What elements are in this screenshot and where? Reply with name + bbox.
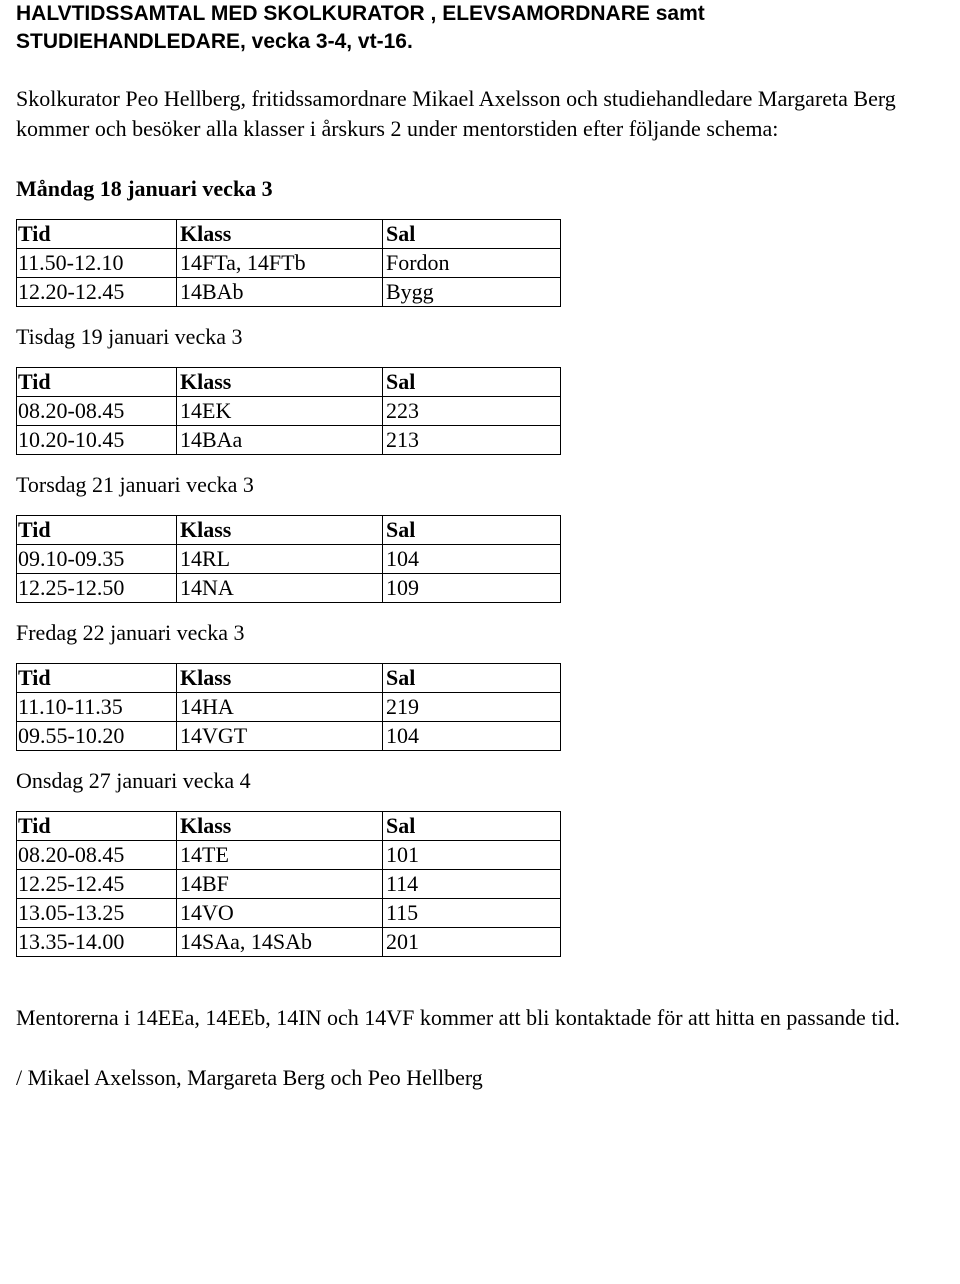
header-klass: Klass <box>177 368 383 397</box>
header-tid: Tid <box>17 368 177 397</box>
table-row <box>17 397 561 426</box>
schedule-table <box>16 663 561 751</box>
cell-tid: 13.35-14.00 <box>17 928 177 957</box>
header-sal: Sal <box>383 516 561 545</box>
cell-tid: 09.55-10.20 <box>17 722 177 751</box>
table-header-row <box>17 368 561 397</box>
cell-klass: 14VGT <box>177 722 383 751</box>
cell-klass: 14NA <box>177 574 383 603</box>
cell-klass: 14HA <box>177 693 383 722</box>
cell-klass: 14BAb <box>177 278 383 307</box>
cell-klass: 14FTa, 14FTb <box>177 249 383 278</box>
day-heading: Fredag 22 januari vecka 3 <box>16 620 245 645</box>
cell-tid: 11.50-12.10 <box>17 249 177 278</box>
table-header-row <box>17 664 561 693</box>
signature: / Mikael Axelsson, Margareta Berg och Peo Hellberg <box>16 1065 483 1090</box>
table-row <box>17 841 561 870</box>
document-title <box>16 0 946 56</box>
footer-note: Mentorerna i 14EEa, 14EEb, 14IN och 14VF kommer att bli kontaktade för att hitta en passande tid. <box>16 1005 901 1030</box>
cell-sal: 104 <box>383 722 561 751</box>
cell-tid: 11.10-11.35 <box>17 693 177 722</box>
document-page <box>16 0 946 1115</box>
cell-sal: 223 <box>383 397 561 426</box>
cell-klass: 14RL <box>177 545 383 574</box>
cell-tid: 08.20-08.45 <box>17 397 177 426</box>
table-header-row <box>17 220 561 249</box>
cell-tid: 08.20-08.45 <box>17 841 177 870</box>
table-row <box>17 928 561 957</box>
table-row <box>17 870 561 899</box>
table-row <box>17 426 561 455</box>
day-heading: Torsdag 21 januari vecka 3 <box>16 472 254 497</box>
header-klass: Klass <box>177 220 383 249</box>
cell-sal: 109 <box>383 574 561 603</box>
header-sal: Sal <box>383 664 561 693</box>
cell-klass: 14TE <box>177 841 383 870</box>
schedule-table <box>16 367 561 455</box>
table-row <box>17 249 561 278</box>
cell-tid: 12.25-12.50 <box>17 574 177 603</box>
cell-klass: 14VO <box>177 899 383 928</box>
header-tid: Tid <box>17 664 177 693</box>
header-klass: Klass <box>177 812 383 841</box>
header-sal: Sal <box>383 812 561 841</box>
cell-sal: Fordon <box>383 249 561 278</box>
day-heading: Tisdag 19 januari vecka 3 <box>16 324 243 349</box>
cell-klass: 14BF <box>177 870 383 899</box>
cell-sal: 104 <box>383 545 561 574</box>
cell-tid: 12.25-12.45 <box>17 870 177 899</box>
cell-sal: 115 <box>383 899 561 928</box>
table-row <box>17 545 561 574</box>
title-line-1: HALVTIDSSAMTAL MED SKOLKURATOR , ELEVSAMORDNARE samt <box>16 2 705 25</box>
day-heading: Måndag 18 januari vecka 3 <box>16 176 273 201</box>
header-klass: Klass <box>177 516 383 545</box>
table-row <box>17 574 561 603</box>
intro-paragraph: Skolkurator Peo Hellberg, fritidssamordnare Mikael Axelsson och studiehandledare Margareta Berg kommer och besöker alla klasser i årskurs 2 under mentorstiden efter följande schema: <box>16 86 896 141</box>
table-row <box>17 899 561 928</box>
table-row <box>17 278 561 307</box>
table-row <box>17 693 561 722</box>
schedule-table <box>16 219 561 307</box>
header-tid: Tid <box>17 220 177 249</box>
cell-tid: 10.20-10.45 <box>17 426 177 455</box>
title-line-2: STUDIEHANDLEDARE, vecka 3-4, vt-16. <box>16 30 413 53</box>
schedule <box>16 174 946 957</box>
cell-sal: Bygg <box>383 278 561 307</box>
cell-sal: 114 <box>383 870 561 899</box>
cell-klass: 14BAa <box>177 426 383 455</box>
cell-klass: 14SAa, 14SAb <box>177 928 383 957</box>
day-heading: Onsdag 27 januari vecka 4 <box>16 768 251 793</box>
header-tid: Tid <box>17 516 177 545</box>
schedule-table <box>16 811 561 957</box>
table-header-row <box>17 812 561 841</box>
cell-sal: 101 <box>383 841 561 870</box>
schedule-table <box>16 515 561 603</box>
header-sal: Sal <box>383 368 561 397</box>
header-tid: Tid <box>17 812 177 841</box>
cell-tid: 09.10-09.35 <box>17 545 177 574</box>
table-header-row <box>17 516 561 545</box>
table-row <box>17 722 561 751</box>
cell-tid: 12.20-12.45 <box>17 278 177 307</box>
cell-sal: 201 <box>383 928 561 957</box>
cell-sal: 219 <box>383 693 561 722</box>
cell-klass: 14EK <box>177 397 383 426</box>
header-klass: Klass <box>177 664 383 693</box>
cell-sal: 213 <box>383 426 561 455</box>
cell-tid: 13.05-13.25 <box>17 899 177 928</box>
header-sal: Sal <box>383 220 561 249</box>
